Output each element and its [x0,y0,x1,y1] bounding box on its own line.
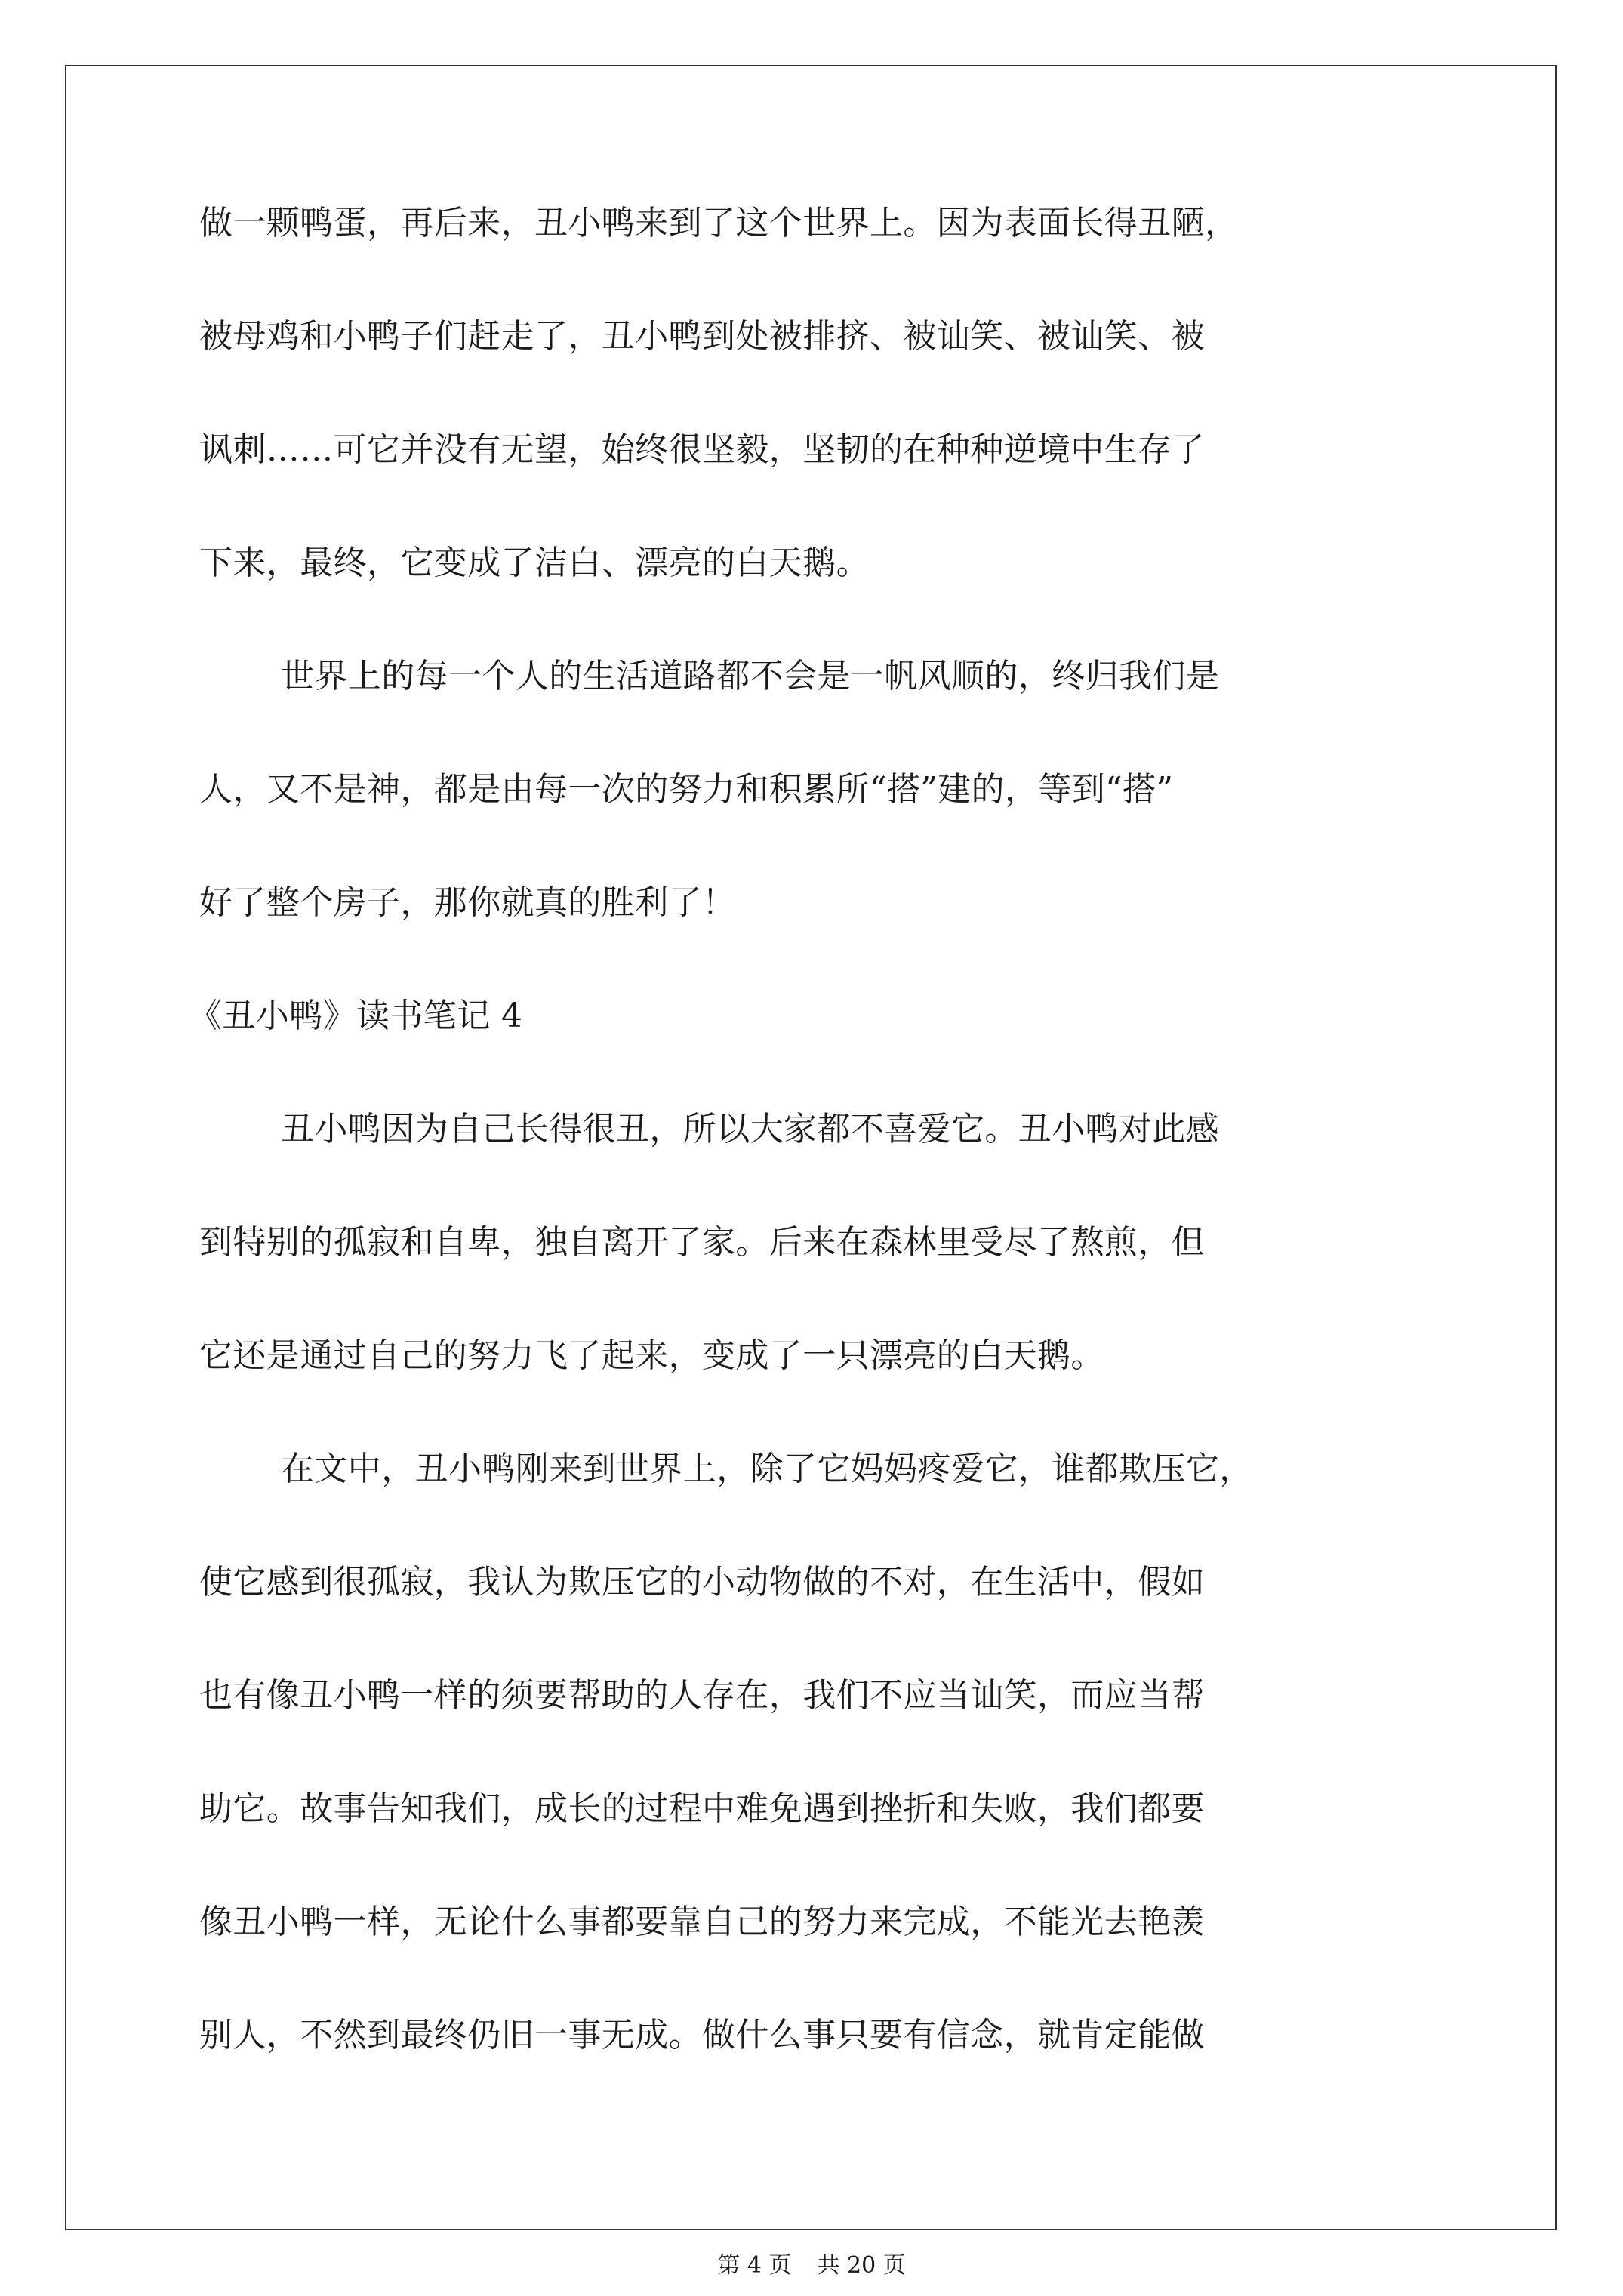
text-line: 使它感到很孤寂，我认为欺压它的小动物做的不对，在生活中，假如 [199,1563,1205,1601]
paragraph-first-line: 丑小鸭因为自己长得很丑，所以大家都不喜爱它。丑小鸭对此感 [281,1110,1220,1148]
page-number: 第 4 页 [717,2252,792,2279]
text-line: 到特别的孤寂和自卑，独自离开了家。后来在森林里受尽了熬煎，但 [199,1223,1205,1262]
text-line: 别人，不然到最终仍旧一事无成。做什么事只要有信念，就肯定能做 [199,2016,1205,2054]
text-line: 做一颗鸭蛋，再后来，丑小鸭来到了这个世界上。因为表面长得丑陋， [199,204,1239,242]
text-line: 像丑小鸭一样，无论什么事都要靠自己的努力来完成，不能光去艳羡 [199,1903,1205,1941]
text-line: 好了整个房子，那你就真的胜利了！ [199,883,736,922]
text-line: 也有像丑小鸭一样的须要帮助的人存在，我们不应当讪笑，而应当帮 [199,1676,1205,1715]
text-line: 人，又不是神，都是由每一次的努力和积累所“搭”建的，等到“搭” [199,770,1174,809]
paragraph-first-line: 在文中，丑小鸭刚来到世界上，除了它妈妈疼爱它，谁都欺压它， [281,1450,1253,1488]
text-line: 下来，最终，它变成了洁白、漂亮的白天鹅。 [199,544,870,582]
text-line: 它还是通过自己的努力飞了起来，变成了一只漂亮的白天鹅。 [199,1336,1104,1375]
page-total: 共 20 页 [817,2252,906,2279]
text-line: 助它。故事告知我们，成长的过程中难免遇到挫折和失败，我们都要 [199,1789,1205,1828]
text-line: 讽刺……可它并没有无望，始终很坚毅，坚韧的在种种逆境中生存了 [199,430,1205,469]
paragraph-first-line: 世界上的每一个人的生活道路都不会是一帆风顺的，终归我们是 [281,657,1220,695]
section-heading: 《丑小鸭》读书笔记 4 [189,997,523,1035]
text-line: 被母鸡和小鸭子们赶走了，丑小鸭到处被排挤、被讪笑、被讪笑、被 [199,317,1205,356]
page-footer [0,2251,1623,2281]
